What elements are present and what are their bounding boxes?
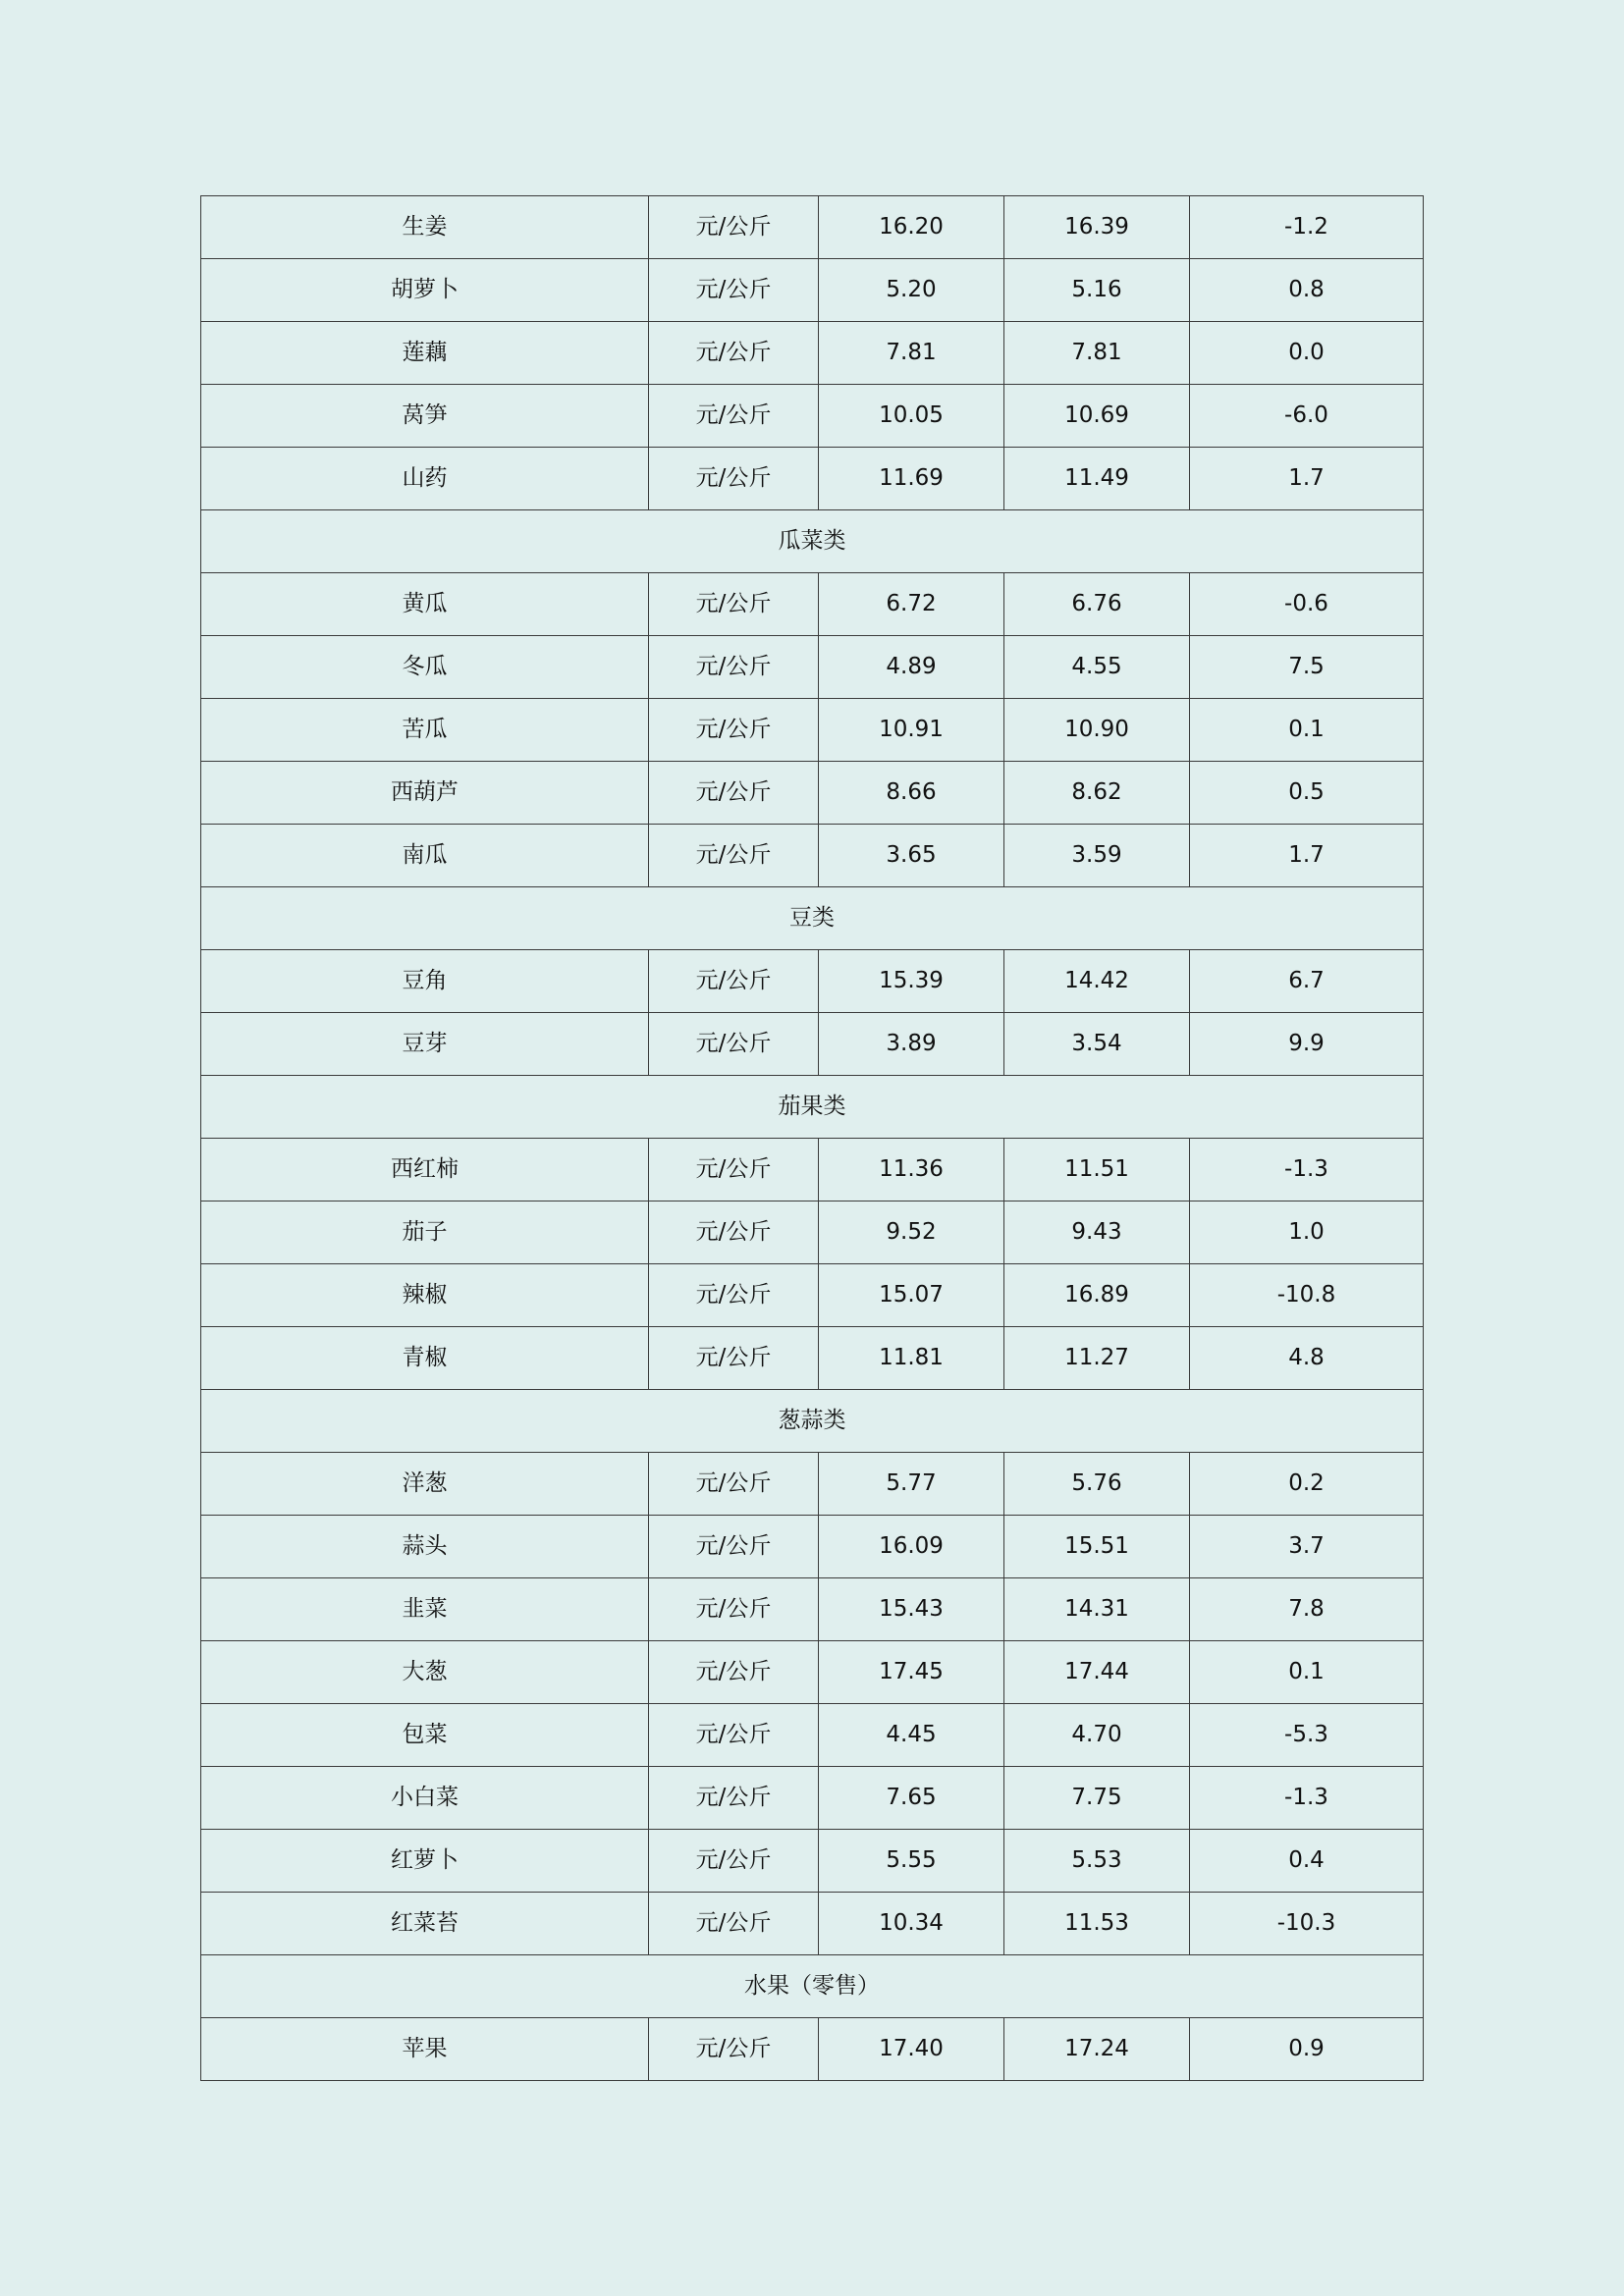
current-price-cell: 5.20 [819, 259, 1004, 322]
item-name-cell: 胡萝卜 [201, 259, 649, 322]
previous-price-cell: 17.44 [1004, 1641, 1190, 1704]
item-name-cell: 豆芽 [201, 1013, 649, 1076]
current-price-cell: 10.05 [819, 385, 1004, 448]
table-row [201, 825, 1424, 887]
item-name-cell: 包菜 [201, 1704, 649, 1767]
current-price-cell: 17.45 [819, 1641, 1004, 1704]
unit-cell: 元/公斤 [649, 1641, 819, 1704]
table-row [201, 1641, 1424, 1704]
category-label: 豆类 [201, 887, 1424, 950]
table-row [201, 259, 1424, 322]
previous-price-cell: 4.55 [1004, 636, 1190, 699]
change-percent-cell: 1.0 [1190, 1201, 1424, 1264]
item-name-cell: 西红柿 [201, 1139, 649, 1201]
table-row [201, 1327, 1424, 1390]
current-price-cell: 16.20 [819, 196, 1004, 259]
table-row [201, 950, 1424, 1013]
item-name-cell: 生姜 [201, 196, 649, 259]
item-name-cell: 蒜头 [201, 1516, 649, 1578]
previous-price-cell: 11.27 [1004, 1327, 1190, 1390]
item-name-cell: 茄子 [201, 1201, 649, 1264]
item-name-cell: 豆角 [201, 950, 649, 1013]
unit-cell: 元/公斤 [649, 322, 819, 385]
table-row [201, 1516, 1424, 1578]
change-percent-cell: 1.7 [1190, 448, 1424, 510]
unit-cell: 元/公斤 [649, 2018, 819, 2081]
change-percent-cell: 9.9 [1190, 1013, 1424, 1076]
table-row [201, 2018, 1424, 2081]
current-price-cell: 3.89 [819, 1013, 1004, 1076]
item-name-cell: 冬瓜 [201, 636, 649, 699]
previous-price-cell: 17.24 [1004, 2018, 1190, 2081]
previous-price-cell: 3.54 [1004, 1013, 1190, 1076]
change-percent-cell: 0.8 [1190, 259, 1424, 322]
change-percent-cell: 3.7 [1190, 1516, 1424, 1578]
change-percent-cell: 6.7 [1190, 950, 1424, 1013]
category-row [201, 887, 1424, 950]
previous-price-cell: 14.31 [1004, 1578, 1190, 1641]
current-price-cell: 17.40 [819, 2018, 1004, 2081]
table-row [201, 1830, 1424, 1893]
previous-price-cell: 8.62 [1004, 762, 1190, 825]
current-price-cell: 15.07 [819, 1264, 1004, 1327]
change-percent-cell: -10.3 [1190, 1893, 1424, 1955]
item-name-cell: 大葱 [201, 1641, 649, 1704]
current-price-cell: 5.55 [819, 1830, 1004, 1893]
price-table [200, 195, 1424, 2081]
item-name-cell: 南瓜 [201, 825, 649, 887]
category-label: 瓜菜类 [201, 510, 1424, 573]
previous-price-cell: 11.51 [1004, 1139, 1190, 1201]
change-percent-cell: 0.5 [1190, 762, 1424, 825]
category-row [201, 1955, 1424, 2018]
table-row [201, 385, 1424, 448]
change-percent-cell: 7.5 [1190, 636, 1424, 699]
change-percent-cell: 0.1 [1190, 699, 1424, 762]
item-name-cell: 辣椒 [201, 1264, 649, 1327]
category-label: 茄果类 [201, 1076, 1424, 1139]
change-percent-cell: 0.4 [1190, 1830, 1424, 1893]
previous-price-cell: 16.39 [1004, 196, 1190, 259]
table-row [201, 762, 1424, 825]
current-price-cell: 15.43 [819, 1578, 1004, 1641]
previous-price-cell: 11.49 [1004, 448, 1190, 510]
previous-price-cell: 5.53 [1004, 1830, 1190, 1893]
change-percent-cell: -1.3 [1190, 1767, 1424, 1830]
item-name-cell: 黄瓜 [201, 573, 649, 636]
change-percent-cell: -1.3 [1190, 1139, 1424, 1201]
item-name-cell: 韭菜 [201, 1578, 649, 1641]
unit-cell: 元/公斤 [649, 1830, 819, 1893]
previous-price-cell: 10.90 [1004, 699, 1190, 762]
unit-cell: 元/公斤 [649, 448, 819, 510]
previous-price-cell: 15.51 [1004, 1516, 1190, 1578]
change-percent-cell: -1.2 [1190, 196, 1424, 259]
category-row [201, 1076, 1424, 1139]
change-percent-cell: -0.6 [1190, 573, 1424, 636]
table-row [201, 1767, 1424, 1830]
previous-price-cell: 9.43 [1004, 1201, 1190, 1264]
previous-price-cell: 14.42 [1004, 950, 1190, 1013]
previous-price-cell: 5.76 [1004, 1453, 1190, 1516]
unit-cell: 元/公斤 [649, 636, 819, 699]
unit-cell: 元/公斤 [649, 385, 819, 448]
current-price-cell: 11.69 [819, 448, 1004, 510]
change-percent-cell: 0.2 [1190, 1453, 1424, 1516]
table-row [201, 1578, 1424, 1641]
unit-cell: 元/公斤 [649, 196, 819, 259]
table-row [201, 1013, 1424, 1076]
price-table-body [201, 196, 1424, 2081]
unit-cell: 元/公斤 [649, 1578, 819, 1641]
category-label: 水果（零售） [201, 1955, 1424, 2018]
current-price-cell: 9.52 [819, 1201, 1004, 1264]
previous-price-cell: 7.75 [1004, 1767, 1190, 1830]
current-price-cell: 7.65 [819, 1767, 1004, 1830]
item-name-cell: 莴笋 [201, 385, 649, 448]
unit-cell: 元/公斤 [649, 1704, 819, 1767]
unit-cell: 元/公斤 [649, 1327, 819, 1390]
previous-price-cell: 4.70 [1004, 1704, 1190, 1767]
table-row [201, 1893, 1424, 1955]
change-percent-cell: -6.0 [1190, 385, 1424, 448]
change-percent-cell: 7.8 [1190, 1578, 1424, 1641]
item-name-cell: 苹果 [201, 2018, 649, 2081]
unit-cell: 元/公斤 [649, 259, 819, 322]
current-price-cell: 16.09 [819, 1516, 1004, 1578]
unit-cell: 元/公斤 [649, 1264, 819, 1327]
change-percent-cell: -10.8 [1190, 1264, 1424, 1327]
item-name-cell: 青椒 [201, 1327, 649, 1390]
change-percent-cell: 4.8 [1190, 1327, 1424, 1390]
unit-cell: 元/公斤 [649, 1453, 819, 1516]
table-row [201, 573, 1424, 636]
change-percent-cell: -5.3 [1190, 1704, 1424, 1767]
table-row [201, 1264, 1424, 1327]
table-row [201, 196, 1424, 259]
previous-price-cell: 7.81 [1004, 322, 1190, 385]
unit-cell: 元/公斤 [649, 573, 819, 636]
item-name-cell: 小白菜 [201, 1767, 649, 1830]
change-percent-cell: 0.1 [1190, 1641, 1424, 1704]
category-row [201, 510, 1424, 573]
change-percent-cell: 0.9 [1190, 2018, 1424, 2081]
category-label: 葱蒜类 [201, 1390, 1424, 1453]
item-name-cell: 莲藕 [201, 322, 649, 385]
unit-cell: 元/公斤 [649, 1767, 819, 1830]
current-price-cell: 11.81 [819, 1327, 1004, 1390]
change-percent-cell: 0.0 [1190, 322, 1424, 385]
current-price-cell: 3.65 [819, 825, 1004, 887]
item-name-cell: 山药 [201, 448, 649, 510]
table-row [201, 1201, 1424, 1264]
current-price-cell: 10.91 [819, 699, 1004, 762]
table-row [201, 322, 1424, 385]
unit-cell: 元/公斤 [649, 950, 819, 1013]
unit-cell: 元/公斤 [649, 1201, 819, 1264]
current-price-cell: 5.77 [819, 1453, 1004, 1516]
unit-cell: 元/公斤 [649, 762, 819, 825]
item-name-cell: 苦瓜 [201, 699, 649, 762]
category-row [201, 1390, 1424, 1453]
current-price-cell: 11.36 [819, 1139, 1004, 1201]
unit-cell: 元/公斤 [649, 699, 819, 762]
change-percent-cell: 1.7 [1190, 825, 1424, 887]
table-row [201, 1704, 1424, 1767]
table-row [201, 448, 1424, 510]
current-price-cell: 4.45 [819, 1704, 1004, 1767]
current-price-cell: 15.39 [819, 950, 1004, 1013]
item-name-cell: 红萝卜 [201, 1830, 649, 1893]
current-price-cell: 10.34 [819, 1893, 1004, 1955]
previous-price-cell: 3.59 [1004, 825, 1190, 887]
current-price-cell: 6.72 [819, 573, 1004, 636]
unit-cell: 元/公斤 [649, 825, 819, 887]
previous-price-cell: 10.69 [1004, 385, 1190, 448]
table-row [201, 699, 1424, 762]
previous-price-cell: 5.16 [1004, 259, 1190, 322]
previous-price-cell: 11.53 [1004, 1893, 1190, 1955]
previous-price-cell: 16.89 [1004, 1264, 1190, 1327]
item-name-cell: 洋葱 [201, 1453, 649, 1516]
item-name-cell: 红菜苔 [201, 1893, 649, 1955]
current-price-cell: 4.89 [819, 636, 1004, 699]
item-name-cell: 西葫芦 [201, 762, 649, 825]
unit-cell: 元/公斤 [649, 1516, 819, 1578]
table-row [201, 636, 1424, 699]
unit-cell: 元/公斤 [649, 1013, 819, 1076]
unit-cell: 元/公斤 [649, 1893, 819, 1955]
current-price-cell: 8.66 [819, 762, 1004, 825]
table-row [201, 1453, 1424, 1516]
table-row [201, 1139, 1424, 1201]
current-price-cell: 7.81 [819, 322, 1004, 385]
unit-cell: 元/公斤 [649, 1139, 819, 1201]
previous-price-cell: 6.76 [1004, 573, 1190, 636]
